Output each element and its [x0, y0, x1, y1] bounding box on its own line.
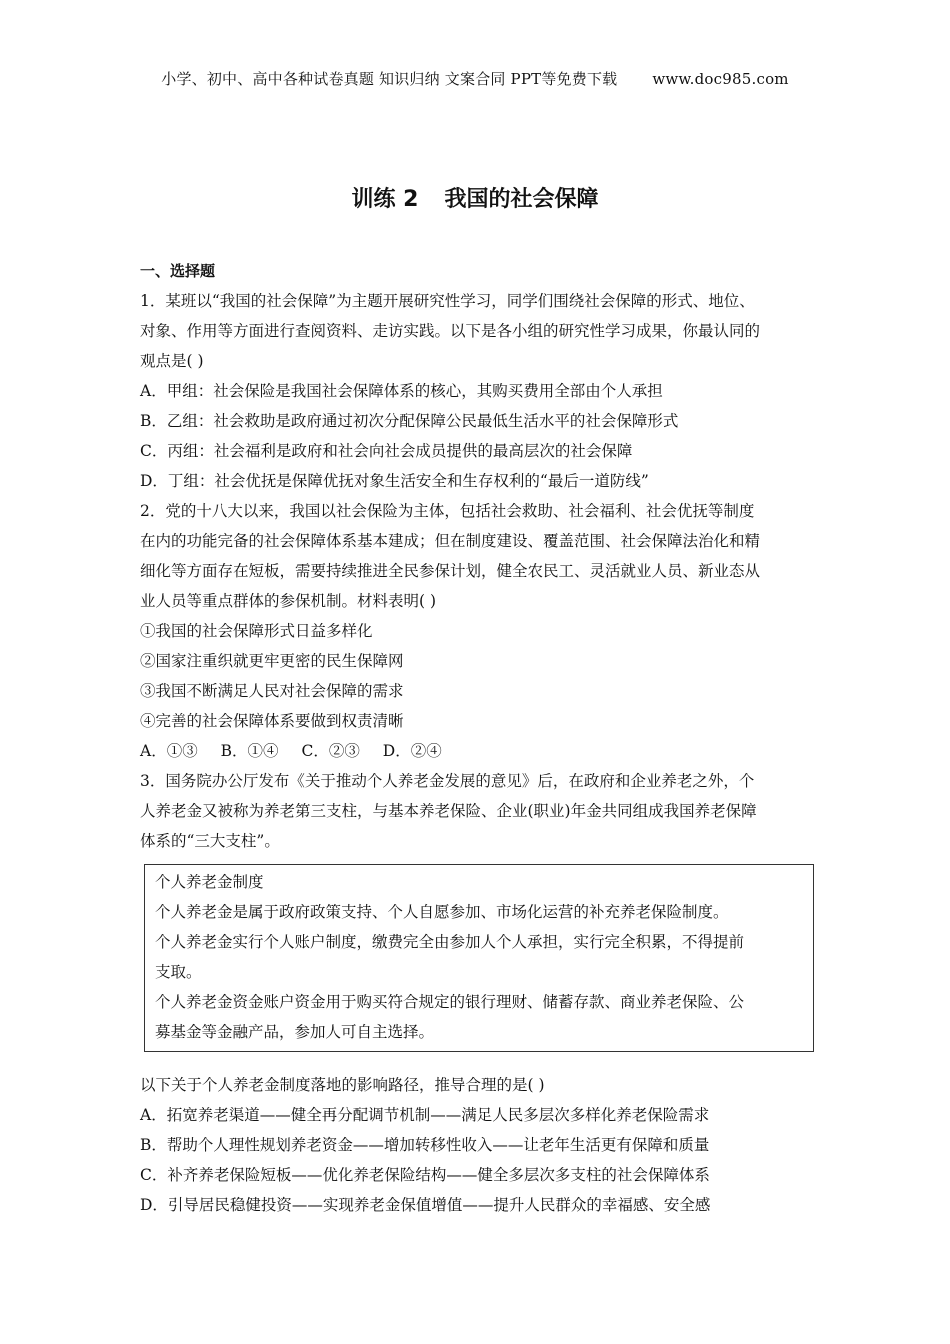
- question-3-line: 人养老金又被称为养老第三支柱，与基本养老保险、企业(职业)年金共同组成我国养老保障: [140, 802, 757, 820]
- question-3-prompt: 以下关于个人养老金制度落地的影响路径，推导合理的是( ): [140, 1076, 545, 1094]
- header-text: 小学、初中、高中各种试卷真题 知识归纳 文案合同 PPT等免费下载: [161, 70, 618, 88]
- question-2-option-a: A．①③: [140, 742, 198, 760]
- question-3-option-c: C．补齐养老保险短板——优化养老保险结构——健全多层次多支柱的社会保障体系: [140, 1166, 710, 1184]
- question-1-option-d: D．丁组：社会优抚是保障优抚对象生活安全和生存权利的“最后一道防线”: [140, 472, 649, 490]
- question-2-line: 2．党的十八大以来，我国以社会保险为主体，包括社会救助、社会福利、社会优抚等制度: [140, 502, 755, 520]
- material-box: [144, 864, 814, 1052]
- page-header: [0, 68, 950, 89]
- question-3-option-a: A．拓宽养老渠道——健全再分配调节机制——满足人民多层次多样化养老保险需求: [140, 1106, 710, 1124]
- question-2-option-d: D．②④: [382, 742, 442, 760]
- question-3-line: 体系的“三大支柱”。: [140, 832, 280, 850]
- section-heading: 一、选择题: [140, 262, 216, 280]
- question-1-option-b: B．乙组：社会救助是政府通过初次分配保障公民最低生活水平的社会保障形式: [140, 412, 679, 430]
- question-2-statement: ②国家注重织就更牢更密的民生保障网: [140, 652, 404, 670]
- question-1: [140, 286, 820, 496]
- question-3: [140, 766, 820, 1220]
- document-body: [140, 256, 820, 1220]
- question-1-option-a: A．甲组：社会保险是我国社会保障体系的核心，其购买费用全部由个人承担: [140, 382, 663, 400]
- question-2: [140, 496, 820, 766]
- question-2-option-c: C．②③: [301, 742, 360, 760]
- question-2-options: [140, 736, 820, 766]
- question-2-line: 在内的功能完备的社会保障体系基本建成；但在制度建设、覆盖范围、社会保障法治化和精: [140, 532, 761, 550]
- question-1-option-c: C．丙组：社会福利是政府和社会向社会成员提供的最高层次的社会保障: [140, 442, 633, 460]
- question-2-statement: ③我国不断满足人民对社会保障的需求: [140, 682, 404, 700]
- material-box-title: 个人养老金制度: [155, 873, 264, 891]
- question-2-option-b: B．①④: [220, 742, 279, 760]
- question-1-line: 观点是( ): [140, 352, 204, 370]
- question-2-line: 细化等方面存在短板，需要持续推进全民参保计划，健全农民工、灵活就业人员、新业态从: [140, 562, 761, 580]
- material-box-line: 个人养老金是属于政府政策支持、个人自愿参加、市场化运营的补充养老保险制度。: [155, 903, 729, 921]
- question-2-statement: ①我国的社会保障形式日益多样化: [140, 622, 373, 640]
- header-url[interactable]: www.doc985.com: [652, 70, 789, 88]
- title-prefix: 训练 2: [351, 187, 419, 212]
- page-title: [0, 182, 950, 213]
- question-1-line: 1．某班以“我国的社会保障”为主题开展研究性学习，同学们围绕社会保障的形式、地位、: [140, 292, 755, 310]
- material-box-line: 募基金等金融产品，参加人可自主选择。: [155, 1023, 435, 1041]
- material-box-line: 个人养老金资金账户资金用于购买符合规定的银行理财、储蓄存款、商业养老保险、公: [155, 993, 745, 1011]
- material-box-line: 支取。: [155, 963, 202, 981]
- material-box-line: 个人养老金实行个人账户制度，缴费完全由参加人个人承担，实行完全积累，不得提前: [155, 933, 745, 951]
- question-1-line: 对象、作用等方面进行查阅资料、走访实践。以下是各小组的研究性学习成果，你最认同的: [140, 322, 761, 340]
- question-3-line: 3．国务院办公厅发布《关于推动个人养老金发展的意见》后，在政府和企业养老之外，个: [140, 772, 755, 790]
- question-2-line: 业人员等重点群体的参保机制。材料表明( ): [140, 592, 437, 610]
- title-main: 我国的社会保障: [444, 187, 599, 212]
- question-3-option-b: B．帮助个人理性规划养老资金——增加转移性收入——让老年生活更有保障和质量: [140, 1136, 710, 1154]
- question-3-option-d: D．引导居民稳健投资——实现养老金保值增值——提升人民群众的幸福感、安全感: [140, 1196, 711, 1214]
- question-2-statement: ④完善的社会保障体系要做到权责清晰: [140, 712, 404, 730]
